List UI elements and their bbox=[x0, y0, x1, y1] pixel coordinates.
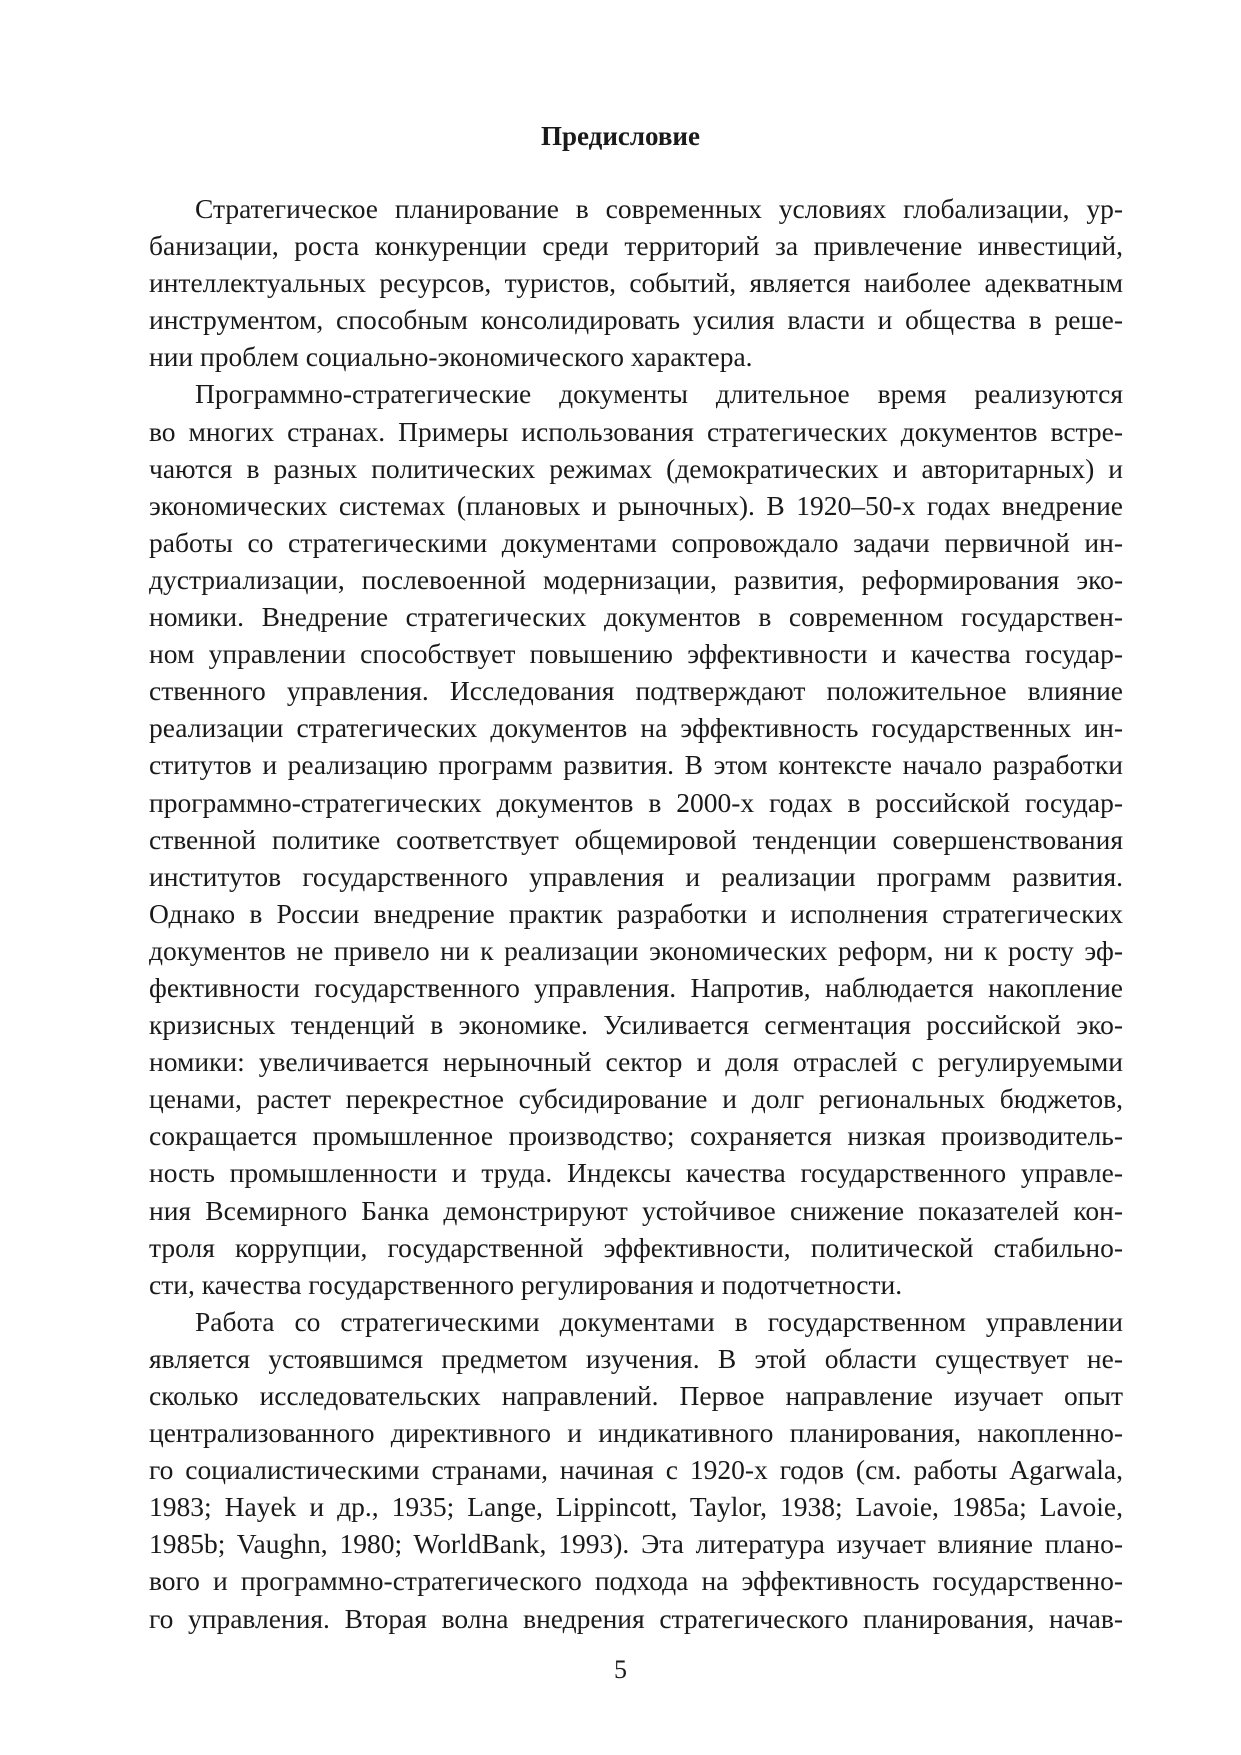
page-number: 5 bbox=[614, 1655, 627, 1684]
text-line: дустриализации, послевоенной модернизации, развития, реформирования эко- bbox=[149, 563, 1123, 595]
text-line: кризисных тенденций в экономике. Усиливается сегментация российской эко- bbox=[149, 1009, 1123, 1041]
body-text bbox=[149, 190, 1123, 1637]
text-line: сти, качества государственного регулирования и подотчетности. bbox=[149, 1268, 903, 1300]
text-line: Стратегическое планирование в современных условиях глобализации, ур- bbox=[195, 193, 1123, 224]
text-line: инструментом, способным консолидировать усилия власти и общества в реше- bbox=[149, 304, 1123, 336]
text-line: программно-стратегических документов в 2000-х годах в российской государ- bbox=[149, 786, 1123, 818]
text-line: работы со стратегическими документами сопровождало задачи первичной ин- bbox=[149, 526, 1123, 558]
text-line: нии проблем социально-экономического характера. bbox=[149, 341, 753, 373]
text-line: ном управлении способствует повышению эффективности и качества государ- bbox=[149, 638, 1123, 670]
text-line: документов не привело ни к реализации экономических реформ, ни к росту эф- bbox=[149, 934, 1123, 966]
text-line: го социалистическими странами, начиная с 1920-х годов (см. работы Agarwala, bbox=[149, 1454, 1123, 1486]
text-line: банизации, роста конкуренции среди территорий за привлечение инвестиций, bbox=[149, 230, 1123, 262]
text-line: интеллектуальных ресурсов, туристов, событий, является наиболее адекватным bbox=[149, 267, 1123, 299]
text-line: сколько исследовательских направлений. Первое направление изучает опыт bbox=[149, 1380, 1123, 1411]
text-line: экономических системах (плановых и рыночных). В 1920–50-х годах внедрение bbox=[149, 489, 1123, 521]
text-line: троля коррупции, государственной эффективности, политической стабильно- bbox=[149, 1231, 1123, 1263]
text-line: ния Всемирного Банка демонстрируют устойчивое снижение показателей кон- bbox=[149, 1194, 1123, 1226]
text-line: является устоявшимся предметом изучения. В этой области существует не- bbox=[149, 1342, 1123, 1374]
text-line: централизованного директивного и индикативного планирования, накопленно- bbox=[149, 1417, 1123, 1449]
text-line: Программно-стратегические документы длительное время реализуются bbox=[195, 378, 1123, 410]
text-line: во многих странах. Примеры использования стратегических документов встре- bbox=[149, 415, 1123, 447]
text-line: номики. Внедрение стратегических документов в современном государствен- bbox=[149, 601, 1123, 633]
text-line: 1983; Hayek и др., 1935; Lange, Lippincott, Taylor, 1938; Lavoie, 1985a; Lavoie, bbox=[149, 1491, 1123, 1523]
text-line: реализации стратегических документов на эффективность государственных ин- bbox=[149, 712, 1123, 744]
text-line: ственной политике соответствует общемировой тенденции совершенствования bbox=[149, 823, 1123, 855]
text-line: Работа со стратегическими документами в государственном управлении bbox=[195, 1305, 1123, 1337]
text-line: ность промышленности и труда. Индексы качества государственного управле- bbox=[149, 1157, 1123, 1189]
text-line: чаются в разных политических режимах (демократических и авторитарных) и bbox=[149, 452, 1123, 484]
page-title: Предисловие bbox=[541, 121, 700, 151]
text-line: фективности государственного управления. Напротив, наблюдается накопление bbox=[149, 971, 1123, 1003]
text-line: вого и программно-стратегического подхода на эффективность государственно- bbox=[149, 1565, 1123, 1597]
text-line: ственного управления. Исследования подтверждают положительное влияние bbox=[149, 675, 1123, 707]
paragraph bbox=[149, 1303, 1123, 1637]
text-line: 1985b; Vaughn, 1980; WorldBank, 1993). Эта литература изучает влияние плано- bbox=[149, 1528, 1123, 1560]
text-line: ценами, растет перекрестное субсидирование и долг региональных бюджетов, bbox=[149, 1083, 1123, 1115]
text-line: го управления. Вторая волна внедрения стратегического планирования, начав- bbox=[149, 1602, 1123, 1634]
text-line: институтов государственного управления и реализации программ развития. bbox=[149, 860, 1123, 892]
text-line: номики: увеличивается нерыночный сектор и доля отраслей с регулируемыми bbox=[149, 1046, 1123, 1078]
paragraph bbox=[149, 190, 1123, 375]
text-line: сокращается промышленное производство; сохраняется низкая производитель- bbox=[149, 1120, 1123, 1152]
text-line: Однако в России внедрение практик разработки и исполнения стратегических bbox=[149, 897, 1123, 929]
text-line: ститутов и реализацию программ развития. В этом контексте начало разработки bbox=[149, 749, 1123, 781]
paragraph bbox=[149, 375, 1123, 1302]
